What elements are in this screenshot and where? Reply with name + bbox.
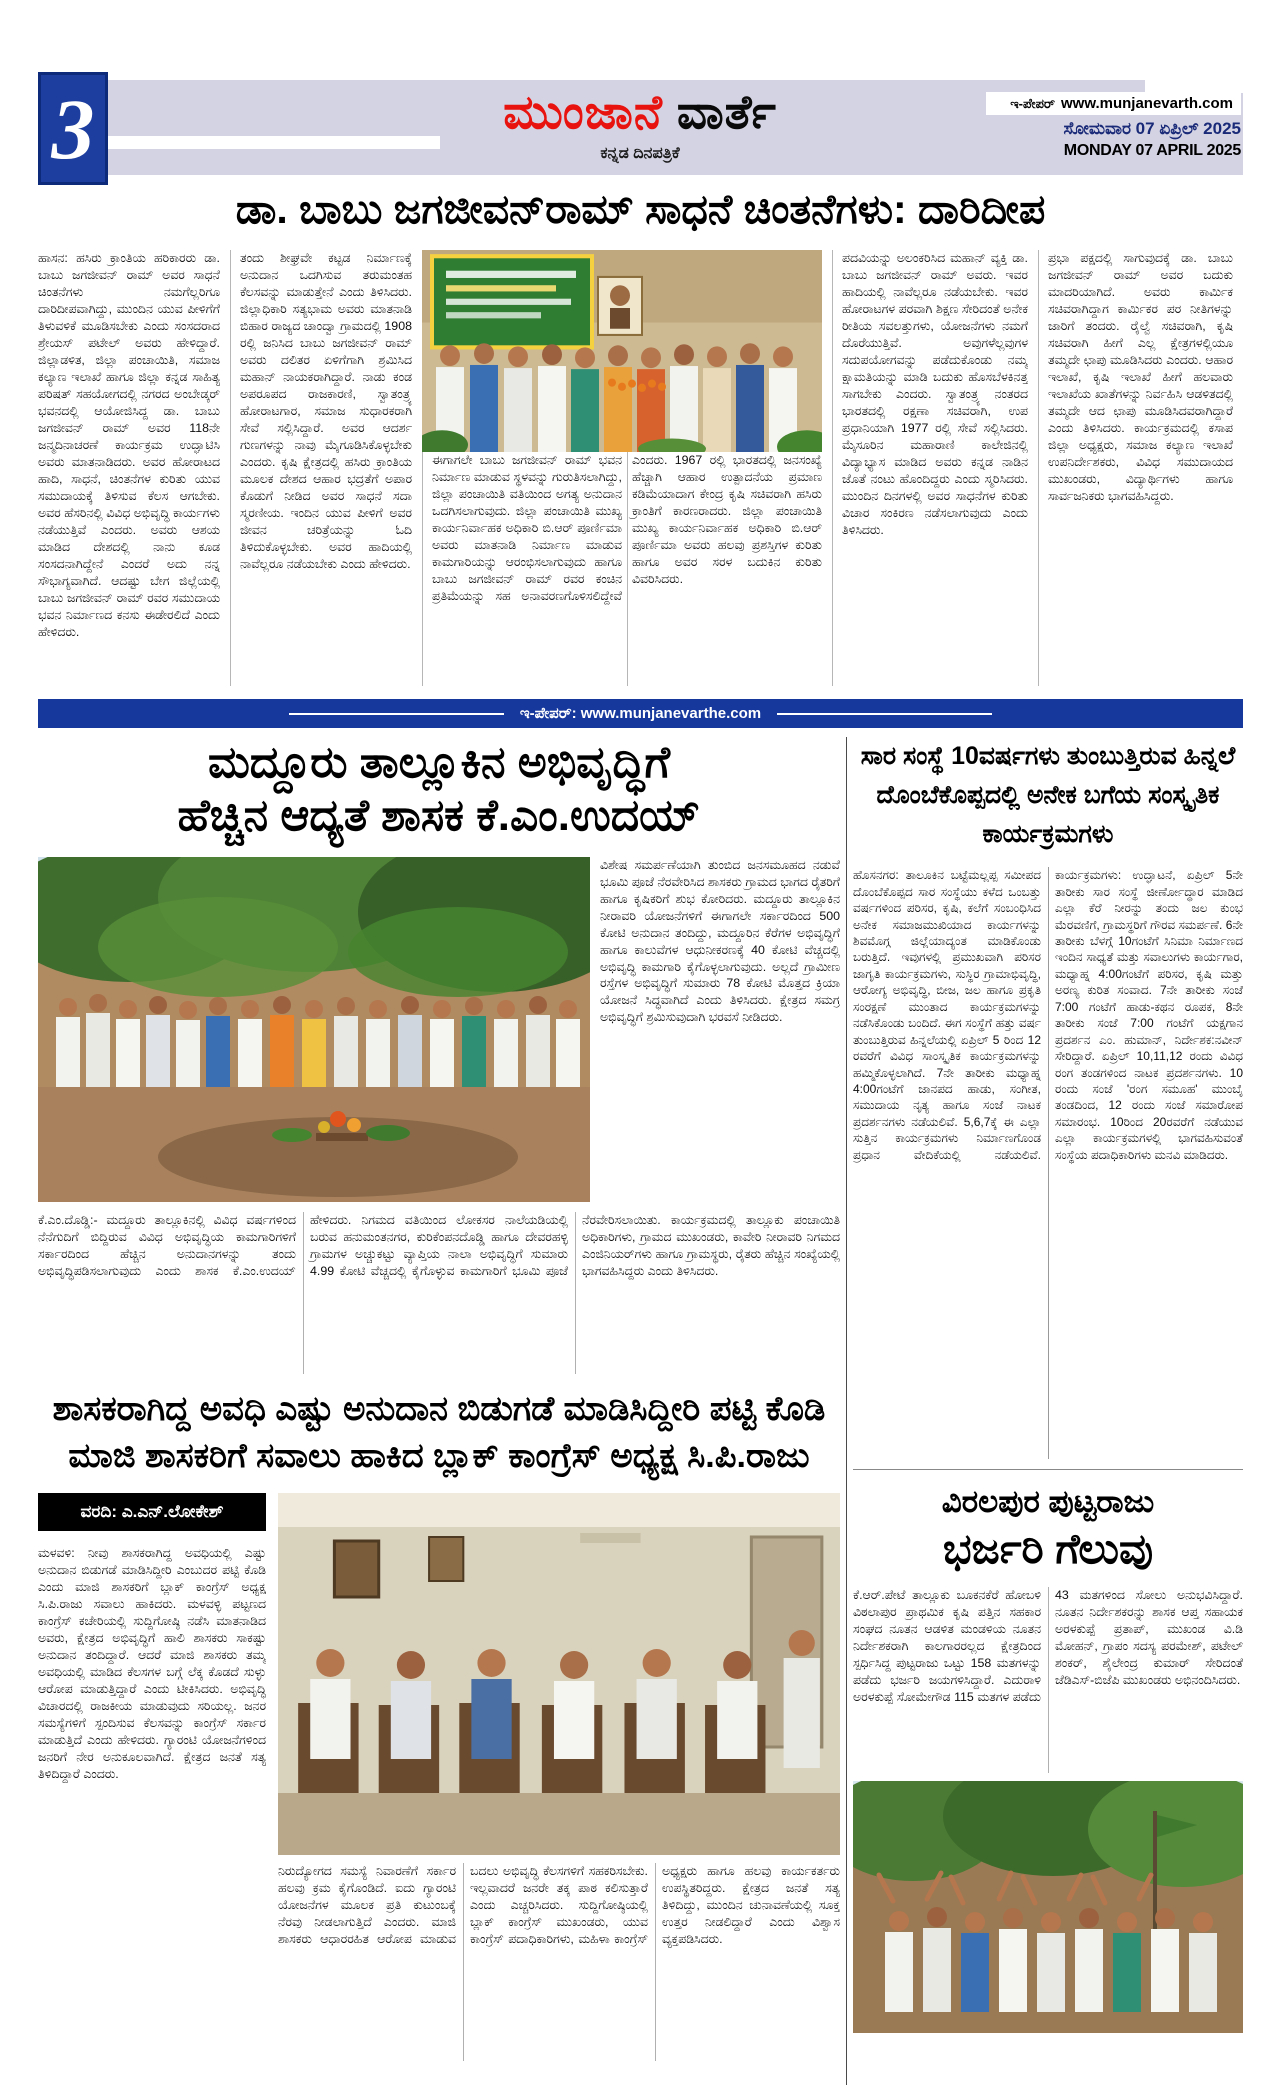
article3-photo-illustration xyxy=(278,1493,840,1855)
article4-headline-line1: ವಿರಲಪುರ ಪುಟ್ಟರಾಜು xyxy=(941,1484,1155,1520)
article4-photo xyxy=(853,1781,1243,2033)
article2-headline-line1: ಮದ್ದೂರು ತಾಲ್ಲೂಕಿನ ಅಭಿವೃದ್ಧಿಗೆ xyxy=(207,738,671,787)
article1-column-4: ಪದವಿಯನ್ನು ಅಲಂಕರಿಸಿದ ಮಹಾನ್ ವ್ಯಕ್ತಿ ಡಾ. ಬಾಬು ಜಗಜೀವನ್ ರಾಮ್ ಅವರು. ಇವರ ಹಾದಿಯಲ್ಲಿ ನಾವೆಲ್ಲರೂ ನಡೆಯಬೇಕು. ಇವರ ಹೋರಾಟಗಳ ಪರವಾಗಿ ಶಿಕ್ಷಣ ಸೇರಿದಂತೆ ಅನೇಕ ರೀತಿಯ ಸವಲತ್ತುಗಳು, ಯೋಜನೆಗಳು ನಮಗೆ ದೊರೆಯುತ್ತಿವೆ. ಅವುಗಳೆಲ್ಲವುಗಳ ಸದುಪಯೋಗವನ್ನು ಪಡೆದುಕೊಂಡು ನಮ್ಮ ಕ್ಷಾಮತಿಯನ್ನು ಮಾಡಿ ಬದುಕು ಹೊಸಬೆಳಕಿನತ್ತ ಸಾಗಬೇಕು ಎಂದರು. ಸ್ವಾತಂತ್ರ್ಯ ನಂತರದ ಭಾರತದಲ್ಲಿ ರಕ್ಷಣಾ ಸಚಿವರಾಗಿ, ಉಪ ಪ್ರಧಾನಿಯಾಗಿ 1977 ರಲ್ಲಿ ಸೇವೆ ಸಲ್ಲಿಸಿದರು. ಮೈಸೂರಿನ ಮಹಾರಾಣಿ ಕಾಲೇಜಿನಲ್ಲಿ ವಿದ್ಯಾಭ್ಯಾಸ ಮಾಡಿದ ಅವರು ಕನ್ನಡ ನಾಡಿನ ಜೊತೆ ನಂಟು ಹೊಂದಿದ್ದರು ಎಂದು ಸ್ಮರಿಸಿದರು. ಮುಂದಿನ ದಿನಗಳಲ್ಲಿ ಅವರ ಸಾಧನೆಗಳ ಕುರಿತು ವಿಚಾರ ಸಂಕಿರಣ ನಡೆಸಲಾಗುವುದು ಎಂದು ತಿಳಿಸಿದರು. xyxy=(832,250,1028,686)
date-english: MONDAY 07 APRIL 2025 xyxy=(1063,142,1241,159)
article4-columns: ಕೆ.ಆರ್.ಪೇಟೆ ತಾಲ್ಲೂಕು ಬೂಕನಕೆರೆ ಹೋಬಳಿ ವಿಠಲಾಪುರ ಪ್ರಾಥಮಿಕ ಕೃಷಿ ಪತ್ತಿನ ಸಹಕಾರ ಸಂಘದ ನೂತನ ಆಡಳಿತ ಮಂಡಳಿಯ ನೂತನ ನಿರ್ದೇಶಕರಾಗಿ ಕಾಲಗಾರರಲ್ಲದ ಕ್ಷೇತ್ರದಿಂದ ಸ್ಪರ್ಧಿಸಿದ್ದ ಪುಟ್ಟರಾಜು ಒಟ್ಟು 158 ಮತಗಳನ್ನು ಪಡೆದು ಭರ್ಜರಿ ಜಯಗಳಿಸಿದ್ದಾರೆ. ಎದುರಾಳಿ ಅರಳಕುಪ್ಪೆ ಸೋಮೇಗೌಡ 115 ಮತಗಳ ಪಡೆದು 43 ಮತಗಳಿಂದ ಸೋಲು ಅನುಭವಿಸಿದ್ದಾರೆ. ನೂತನ ನಿರ್ದೇಶಕರನ್ನು ಶಾಸಕ ಆಪ್ತ ಸಹಾಯಕ ಅರಳಕುಪ್ಪೆ ಪ್ರತಾಪ್, ಮುಖಂಡ ವಿ.ಡಿ ಮೋಹನ್, ಗ್ರಾಪಂ ಸದಸ್ಯ ಪರಮೇಶ್, ಪಟೇಲ್ ಶಂಕರ್, ಶೈಲೇಂದ್ರ ಕುಮಾರ್ ಸೇರಿದಂತೆ ಜೆಡಿಎಸ್-ಬಿಜೆಪಿ ಮುಖಂಡರು ಅಭಿನಂದಿಸಿದರು. xyxy=(853,1588,1243,1704)
article3-left-column xyxy=(38,1493,266,2061)
lower-section xyxy=(38,737,1243,2085)
lower-right-region xyxy=(853,737,1243,2085)
article3-headline-line1: ಶಾಸಕರಾಗಿದ್ದ ಅವಧಿ ಎಷ್ಟು ಅನುದಾನ ಬಿಡುಗಡೆ ಮಾಡಿಸಿದ್ದೀರಿ ಪಟ್ಟಿ ಕೊಡಿ xyxy=(52,1389,826,1428)
article3-headline-line2: ಮಾಜಿ ಶಾಸಕರಿಗೆ ಸವಾಲು ಹಾಕಿದ ಬ್ಲಾಕ್ ಕಾಂಗ್ರೆಸ್ ಅಧ್ಯಕ್ಷ ಸಿ.ಪಿ.ರಾಜು xyxy=(68,1437,810,1476)
article3 xyxy=(38,1386,840,2061)
article3-body-row xyxy=(38,1493,840,2061)
article3-headline xyxy=(38,1386,840,1481)
article1-headline: ಡಾ. ಬಾಬು ಜಗಜೀವನ್‌ರಾಮ್ ಸಾಧನೆ ಚಿಂತನೆಗಳು: ದಾರಿದೀಪ xyxy=(235,186,1046,232)
article5-headline: ಸಾರ ಸಂಸ್ಥೆ 10ವರ್ಷಗಳು ತುಂಬುತ್ತಿರುವ ಹಿನ್ನಲೆ ದೊಂಬೆಕೊಪ್ಪದಲ್ಲಿ ಅನೇಕ ಬಗೆಯ ಸಂಸ್ಕೃತಿಕ ಕಾರ್ಯಕ್ರಮಗಳು xyxy=(860,742,1236,848)
article2-photo xyxy=(38,857,590,1202)
masthead-title-main: ಮುಂಜಾನೆ xyxy=(503,85,663,138)
masthead xyxy=(360,84,920,163)
masthead-tagline: ಕನ್ನಡ ದಿನಪತ್ರಿಕೆ xyxy=(600,145,680,162)
article4-headline-line2: ಭರ್ಜರಿ ಗೆಲುವು xyxy=(942,1524,1154,1572)
website-url: www.munjanevarth.com xyxy=(1061,95,1233,112)
epaper-label: ಇ-ಪೇಪರ್ xyxy=(1010,96,1056,111)
article5 xyxy=(853,737,1243,1459)
article1-column-5: ಪ್ರಭಾ ಪಕ್ಷದಲ್ಲಿ ಸಾಗುವುದಕ್ಕೆ ಡಾ. ಬಾಬು ಜಗಜೀವನ್ ರಾಮ್ ಅವರ ಬದುಕು ಮಾದರಿಯಾಗಿದೆ. ಅವರು ಕಾರ್ಮಿಕ ಸಚಿವರಾಗಿದ್ದಾಗ ಕಾರ್ಮಿಕರ ಪರ ನೀತಿಗಳನ್ನು ಜಾರಿಗೆ ತಂದರು. ರೈಲ್ವೆ ಸಚಿವರಾಗಿ, ಕೃಷಿ ಸಚಿವರಾಗಿ ಹೀಗೆ ಎಲ್ಲ ಕ್ಷೇತ್ರಗಳಲ್ಲಿಯೂ ತಮ್ಮದೇ ಛಾಪು ಮೂಡಿಸಿದರು ಎಂದರು. ಆಹಾರ ಇಲಾಖೆ, ಕೃಷಿ ಇಲಾಖೆ ಹೀಗೆ ಹಲವಾರು ಇಲಾಖೆಯ ಖಾತೆಗಳನ್ನು ನಿರ್ವಹಿಸಿ ಆಡಳಿತದಲ್ಲಿ ತಮ್ಮದೇ ಆದ ಛಾಪು ಮೂಡಿಸಿದವರಾಗಿದ್ದಾರೆ ಎಂದು ತಿಳಿಸಿದರು. ಕಾರ್ಯಕ್ರಮದಲ್ಲಿ ಕಸಾಪ ಜಿಲ್ಲಾ ಅಧ್ಯಕ್ಷರು, ಸಮಾಜ ಕಲ್ಯಾಣ ಇಲಾಖೆ ಉಪನಿರ್ದೇಶಕರು, ವಿವಿಧ ಸಮುದಾಯದ ಮುಖಂಡರು, ವಿದ್ಯಾರ್ಥಿಗಳು ಹಾಗೂ ಸಾರ್ವಜನಿಕರು ಭಾಗವಹಿಸಿದ್ದರು. xyxy=(1038,250,1233,686)
article4-headline xyxy=(853,1482,1243,1575)
article3-byline: ವರದಿ: ಎ.ಎನ್.ಲೋಕೇಶ್ xyxy=(38,1493,266,1531)
article3-left-text: ಮಳವಳಿ: ನೀವು ಶಾಸಕರಾಗಿದ್ದ ಅವಧಿಯಲ್ಲಿ ಎಷ್ಟು ಅನುದಾನ ಬಿಡುಗಡೆ ಮಾಡಿಸಿದ್ದೀರಿ ಎಂಬುದರ ಪಟ್ಟಿ ಕೊಡಿ ಎಂದು ಮಾಜಿ ಶಾಸಕರಿಗೆ ಬ್ಲಾಕ್ ಕಾಂಗ್ರೆಸ್ ಅಧ್ಯಕ್ಷ ಸಿ.ಪಿ.ರಾಜು ಸವಾಲು ಹಾಕಿದರು. ಮಳವಳ್ಳಿ ಪಟ್ಟಣದ ಕಾಂಗ್ರೆಸ್ ಕಚೇರಿಯಲ್ಲಿ ಸುದ್ದಿಗೋಷ್ಠಿ ನಡೆಸಿ ಮಾತನಾಡಿದ ಅವರು, ಕ್ಷೇತ್ರದ ಅಭಿವೃದ್ಧಿಗೆ ಹಾಲಿ ಶಾಸಕರು ಸಾಕಷ್ಟು ಅನುದಾನ ತಂದಿದ್ದಾರೆ. ಆದರೆ ಮಾಜಿ ಶಾಸಕರು ತಮ್ಮ ಅವಧಿಯಲ್ಲಿ ಮಾಡಿದ ಕೆಲಸಗಳ ಬಗ್ಗೆ ಲೆಕ್ಕ ಕೊಡದೆ ಸುಳ್ಳು ಆರೋಪ ಮಾಡುತ್ತಿದ್ದಾರೆ ಎಂದು ಟೀಕಿಸಿದರು. ಅಭಿವೃದ್ಧಿ ವಿಚಾರದಲ್ಲಿ ರಾಜಕೀಯ ಮಾಡುವುದು ಸರಿಯಲ್ಲ. ಜನರ ಸಮಸ್ಯೆಗಳಿಗೆ ಸ್ಪಂದಿಸುವ ಕೆಲಸವನ್ನು ಕಾಂಗ್ರೆಸ್ ಸರ್ಕಾರ ಮಾಡುತ್ತಿದೆ ಎಂದು ಹೇಳಿದರು. ಗ್ಯಾರಂಟಿ ಯೋಜನೆಗಳಿಂದ ಜನರಿಗೆ ನೇರ ಅನುಕೂಲವಾಗಿದೆ. ಕ್ಷೇತ್ರದ ಜನತೆ ಸತ್ಯ ತಿಳಿದಿದ್ದಾರೆ ಎಂದರು. xyxy=(38,1545,266,1781)
masthead-title xyxy=(360,84,920,141)
article2 xyxy=(38,737,840,1374)
article2-headline-line2: ಹೆಚ್ಚಿನ ಆದ್ಯತೆ ಶಾಸಕ ಕೆ.ಎಂ.ಉದಯ್ xyxy=(177,790,701,840)
article3-photo xyxy=(278,1493,840,1855)
vertical-rule xyxy=(846,737,847,2085)
epaper-strip xyxy=(986,92,1241,115)
page-number: 3 xyxy=(51,80,95,177)
article3-right-column xyxy=(278,1493,840,2061)
article1-photo-illustration xyxy=(422,250,822,452)
article4-photo-illustration xyxy=(853,1781,1243,2033)
date-kannada: ಸೋಮವಾರ 07 ಏಪ್ರಿಲ್ 2025 xyxy=(1063,119,1241,138)
article3-bottom-columns: ನಿರುದ್ಯೋಗದ ಸಮಸ್ಯೆ ನಿವಾರಣೆಗೆ ಸರ್ಕಾರ ಹಲವು ಕ್ರಮ ಕೈಗೊಂಡಿದೆ. ಐದು ಗ್ಯಾರಂಟಿ ಯೋಜನೆಗಳ ಮೂಲಕ ಪ್ರತಿ ಕುಟುಂಬಕ್ಕೆ ನೆರವು ನೀಡಲಾಗುತ್ತಿದೆ ಎಂದರು. ಮಾಜಿ ಶಾಸಕರು ಆಧಾರರಹಿತ ಆರೋಪ ಮಾಡುವ ಬದಲು ಅಭಿವೃದ್ಧಿ ಕೆಲಸಗಳಿಗೆ ಸಹಕರಿಸಬೇಕು. ಇಲ್ಲವಾದರೆ ಜನರೇ ತಕ್ಕ ಪಾಠ ಕಲಿಸುತ್ತಾರೆ ಎಂದು ಎಚ್ಚರಿಸಿದರು. ಸುದ್ದಿಗೋಷ್ಠಿಯಲ್ಲಿ ಬ್ಲಾಕ್ ಕಾಂಗ್ರೆಸ್ ಮುಖಂಡರು, ಯುವ ಕಾಂಗ್ರೆಸ್ ಪದಾಧಿಕಾರಿಗಳು, ಮಹಿಳಾ ಕಾಂಗ್ರೆಸ್ ಅಧ್ಯಕ್ಷರು ಹಾಗೂ ಹಲವು ಕಾರ್ಯಕರ್ತರು ಉಪಸ್ಥಿತರಿದ್ದರು. ಕ್ಷೇತ್ರದ ಜನತೆ ಸತ್ಯ ತಿಳಿದಿದ್ದು, ಮುಂದಿನ ಚುನಾವಣೆಯಲ್ಲಿ ಸೂಕ್ತ ಉತ್ತರ ನೀಡಲಿದ್ದಾರೆ ಎಂದು ವಿಶ್ವಾಸ ವ್ಯಕ್ತಪಡಿಸಿದರು. xyxy=(278,1863,840,1946)
article1-mid-columns: ಈಗಾಗಲೇ ಬಾಬು ಜಗಜೀವನ್ ರಾಮ್ ಭವನ ನಿರ್ಮಾಣ ಮಾಡುವ ಸ್ಥಳವನ್ನು ಗುರುತಿಸಲಾಗಿದ್ದು, ಜಿಲ್ಲಾ ಪಂಚಾಯಿತಿ ವತಿಯಿಂದ ಅಗತ್ಯ ಅನುದಾನ ಒದಗಿಸಲಾಗುವುದು. ಜಿಲ್ಲಾ ಪಂಚಾಯಿತಿ ಮುಖ್ಯ ಕಾರ್ಯನಿರ್ವಾಹಕ ಅಧಿಕಾರಿ ಬಿ.ಆರ್ ಪೂರ್ಣಿಮಾ ಅವರು ಮಾತನಾಡಿ ನಿರ್ಮಾಣ ಮಾಡುವ ಕಾಮಗಾರಿಯನ್ನು ಆರಂಭಿಸಲಾಗುವುದು ಹಾಗೂ ಬಾಬು ಜಗಜೀವನ್ ರಾಮ್ ರವರ ಕಂಚಿನ ಪ್ರತಿಮೆಯನ್ನು ಸಹ ಅನಾವರಣಗೊಳಿಸಲಿದ್ದೇವೆ ಎಂದರು. 1967 ರಲ್ಲಿ ಭಾರತದಲ್ಲಿ ಜನಸಂಖ್ಯೆ ಹೆಚ್ಚಾಗಿ ಆಹಾರ ಉತ್ಪಾದನೆಯ ಪ್ರಮಾಣ ಕಡಿಮೆಯಾದಾಗ ಕೇಂದ್ರ ಕೃಷಿ ಸಚಿವರಾಗಿ ಹಸಿರು ಕ್ರಾಂತಿಗೆ ಕಾರಣರಾದರು. ಜಿಲ್ಲಾ ಪಂಚಾಯಿತಿ ಮುಖ್ಯ ಕಾರ್ಯನಿರ್ವಾಹಕ ಅಧಿಕಾರಿ ಬಿ.ಆರ್ ಪೂರ್ಣಿಮಾ ಅವರು ಹಲವು ಪ್ರಶಸ್ತಿಗಳ ಕುರಿತು ಹಾಗೂ ಅವರ ಸರಳ ಬದುಕಿನ ಕುರಿತು ವಿವರಿಸಿದರು. xyxy=(422,452,822,686)
article2-photo-row xyxy=(38,857,840,1202)
article2-side-column: ವಿಶೇಷ ಸಮರ್ಪಣೆಯಾಗಿ ತುಂಬಿದ ಜನಸಮೂಹದ ನಡುವೆ ಭೂಮಿ ಪೂಜೆ ನೆರವೇರಿಸಿದ ಶಾಸಕರು ಗ್ರಾಮದ ಭಾಗದ ರೈತರಿಗೆ ಹಾಗೂ ಕೃಷಿಕರಿಗೆ ಶುಭ ಕೋರಿದರು. ಮದ್ದೂರು ತಾಲ್ಲೂಕಿನ ನೀರಾವರಿ ಯೋಜನೆಗಳಿಗೆ ಈಗಾಗಲೇ ಸರ್ಕಾರದಿಂದ 500 ಕೋಟಿ ಅನುದಾನ ತಂದಿದ್ದು, ಮದ್ದೂರಿನ ಕೆರೆಗಳ ಅಭಿವೃದ್ಧಿಗೆ ಹಾಗೂ ಕಾಲುವೆಗಳ ಆಧುನೀಕರಣಕ್ಕೆ 40 ಕೋಟಿ ವೆಚ್ಚದಲ್ಲಿ ಅಭಿವೃದ್ಧಿ ಕಾಮಗಾರಿ ಕೈಗೊಳ್ಳಲಾಗುವುದು. ಅಲ್ಲದೆ ಗ್ರಾಮೀಣ ರಸ್ತೆಗಳ ಅಭಿವೃದ್ಧಿಗೆ ಸುಮಾರು 78 ಕೋಟಿ ಮೊತ್ತದ ಕ್ರಿಯಾ ಯೋಜನೆ ಸಿದ್ಧವಾಗಿದೆ ಎಂದು ತಿಳಿಸಿದರು. ಕ್ಷೇತ್ರದ ಸಮಗ್ರ ಅಭಿವೃದ್ಧಿಗೆ ಶ್ರಮಿಸುವುದಾಗಿ ಭರವಸೆ ನೀಡಿದರು. xyxy=(600,857,840,1025)
lower-left-region xyxy=(38,737,840,2085)
masthead-title-secondary: ವಾರ್ತೆ xyxy=(676,85,777,138)
divider-line-right xyxy=(777,713,992,715)
article5-columns: ಹೊಸನಗರ: ತಾಲೂಕಿನ ಬಟ್ಟೆಮಲ್ಲಪ್ಪ ಸಮೀಪದ ದೊಂಬೆಕೊಪ್ಪದ ಸಾರ ಸಂಸ್ಥೆಯು ಕಳೆದ ಒಂಬತ್ತು ವರ್ಷಗಳಿಂದ ಪರಿಸರ, ಕೃಷಿ, ಕಲೆಗೆ ಸಂಬಂಧಿಸಿದ ಅನೇಕ ಸಮಾಜಮುಖಿಯಾದ ಕಾರ್ಯಗಳನ್ನು ಶಿವಮೊಗ್ಗ ಜಿಲ್ಲೆಯಾದ್ಯಂತ ಮಾಡಿಕೊಂಡು ಬರುತ್ತಿದೆ. ಇವುಗಳಲ್ಲಿ ಪ್ರಮುಖವಾಗಿ ಪರಿಸರ ಜಾಗೃತಿ ಕಾರ್ಯಕ್ರಮಗಳು, ಸುಸ್ಥಿರ ಗ್ರಾಮಾಭಿವೃದ್ಧಿ, ಆರೋಗ್ಯ ಅಭಿವೃದ್ಧಿ, ಬೀಜ, ಜಲ ಹಾಗೂ ಪ್ರಕೃತಿ ಸಂರಕ್ಷಣೆ ಮುಂತಾದ ಕಾರ್ಯಕ್ರಮಗಳನ್ನು ನಡೆಸಿಕೊಂಡು ಬಂದಿದೆ. ಈಗ ಸಂಸ್ಥೆಗೆ ಹತ್ತು ವರ್ಷ ತುಂಬುತ್ತಿರುವ ಹಿನ್ನಲೆಯಲ್ಲಿ ಏಪ್ರಿಲ್ 5 ರಿಂದ 12 ರವರೆಗೆ ವಿವಿಧ ಸಾಂಸ್ಕೃತಿಕ ಕಾರ್ಯಕ್ರಮಗಳನ್ನು ಹಮ್ಮಿಕೊಳ್ಳಲಾಗಿದೆ. 7ನೇ ತಾರೀಕು ಮಧ್ಯಾಹ್ನ 4:00ಗಂಟೆಗೆ ಜಾನಪದ ಹಾಡು, ಸಂಗೀತ, ಸಮುದಾಯ ನೃತ್ಯ ಹಾಗೂ ಸಂಜೆ ನಾಟಕ ಪ್ರದರ್ಶನಗಳು ನಡೆಯಲಿವೆ. 5,6,7ಕ್ಕೆ ಈ ಎಲ್ಲಾ ಸುತ್ತಿನ ಕಾರ್ಯಕ್ರಮಗಳು ನಿರ್ಮಾಣಗೊಂಡ ಪ್ರಧಾನ ವೇದಿಕೆಯಲ್ಲಿ ನಡೆಯಲಿವೆ. ಕಾರ್ಯಕ್ರಮಗಳು: ಉದ್ಘಾಟನೆ, ಏಪ್ರಿಲ್ 5ನೇ ತಾರೀಕು ಸಾರ ಸಂಸ್ಥೆ ಜೀರ್ಣೋದ್ಧಾರ ಮಾಡಿದ ಎಲ್ಲಾ ಕೆರೆ ನೀರನ್ನು ತಂದು ಜಲ ಕುಂಭ ಮೆರವಣಿಗೆ, ಗ್ರಾಮಸ್ಥರಿಗೆ ಗೌರವ ಸಮರ್ಪಣೆ. 6ನೇ ತಾರೀಕು ಬೆಳಗ್ಗೆ 10ಗಂಟೆಗೆ ಸಿನಿಮಾ ನಿರ್ಮಾಣದ ಇಂದಿನ ಸಾಧ್ಯತೆ ಮತ್ತು ಸವಾಲುಗಳು ಕಾರ್ಯಗಾರ, ಮಧ್ಯಾಹ್ನ 4:00ಗಂಟೆಗೆ ಪರಿಸರ, ಕೃಷಿ ಮತ್ತು ಅರಣ್ಯ ಕುರಿತ ಸಂವಾದ. 7ನೇ ತಾರೀಕು ಸಂಜೆ 7:00 ಗಂಟೆಗೆ ಹಾಡು-ಕಥನ ರೂಪಕ, 8ನೇ ತಾರೀಕು ಸಂಜೆ 7:00 ಗಂಟೆಗೆ ಯಕ್ಷಗಾನ ಪ್ರದರ್ಶನ ಎಂ. ಹುಮಾನ್, ನಿರ್ದೇಶಕ:ನವೀನ್ ಸೇರಿದ್ದಾರೆ. ಏಪ್ರಿಲ್ 10,11,12 ರಂದು ವಿವಿಧ ರಂಗ ತಂಡಗಳಿಂದ ನಾಟಕ ಪ್ರದರ್ಶನಗಳು. 10 ರಂದು ಸಂಜೆ 'ರಂಗ ಸಮೂಹ' ಮುಂಬೈ ತಂಡದಿಂದ, 12 ರಂದು ಸಂಜೆ ಸಮಾರೋಪ ಸಮಾರಂಭ. 10ರಿಂದ 20ರವರೆಗೆ ನಡೆಯುವ ಎಲ್ಲಾ ಕಾರ್ಯಕ್ರಮಗಳಲ್ಲಿ ಭಾಗವಹಿಸುವಂತೆ ಸಂಸ್ಥೆಯ ಪದಾಧಿಕಾರಿಗಳು ಮನವಿ ಮಾಡಿದರು. xyxy=(853,868,1243,1162)
epaper-divider-bar xyxy=(38,699,1243,728)
article1-column-2: ತಂದು ಶೀಘ್ರವೇ ಕಟ್ಟಡ ನಿರ್ಮಾಣಕ್ಕೆ ಅನುದಾನ ಒದಗಿಸುವ ತರುಮಂತಹ ಕೆಲಸವನ್ನು ಮಾಡುತ್ತೇನೆ ಎಂದು ತಿಳಿಸಿದರು. ಜಿಲ್ಲಾಧಿಕಾರಿ ಸತ್ಯಭಾಮ ಅವರು ಮಾತನಾಡಿ ಬಿಹಾರ ರಾಜ್ಯದ ಚಾಂದ್ವಾ ಗ್ರಾಮದಲ್ಲಿ 1908 ರಲ್ಲಿ ಜನಿಸಿದ ಬಾಬು ಜಗಜೀವನ್ ರಾಮ್ ಅವರು ದಲಿತರ ಏಳಿಗೆಗಾಗಿ ಶ್ರಮಿಸಿದ ಮಹಾನ್ ನಾಯಕರಾಗಿದ್ದಾರೆ. ನಾಡು ಕಂಡ ಅಪರೂಪದ ರಾಜಕಾರಣಿ, ಸ್ವಾತಂತ್ರ್ಯ ಹೋರಾಟಗಾರ, ಸಮಾಜ ಸುಧಾರಕರಾಗಿ ಸೇವೆ ಸಲ್ಲಿಸಿದ್ದಾರೆ. ಅವರ ಆದರ್ಶ ಗುಣಗಳನ್ನು ನಾವು ಮೈಗೂಡಿಸಿಕೊಳ್ಳಬೇಕು ಎಂದರು. ಕೃಷಿ ಕ್ಷೇತ್ರದಲ್ಲಿ ಹಸಿರು ಕ್ರಾಂತಿಯ ಮೂಲಕ ದೇಶದ ಆಹಾರ ಭದ್ರತೆಗೆ ಅಪಾರ ಕೊಡುಗೆ ನೀಡಿದ ಅವರ ಸಾಧನೆ ಸದಾ ಸ್ಮರಣೀಯ. ಇಂದಿನ ಯುವ ಪೀಳಿಗೆ ಅವರ ಜೀವನ ಚರಿತ್ರೆಯನ್ನು ಓದಿ ತಿಳಿದುಕೊಳ್ಳಬೇಕು. ಅವರ ಹಾದಿಯಲ್ಲಿ ನಾವೆಲ್ಲರೂ ನಡೆಯಬೇಕು ಎಂದು ಹೇಳಿದರು. xyxy=(230,250,412,686)
divider-text: ಇ-ಪೇಪರ್: www.munjanevarthe.com xyxy=(519,705,762,722)
article2-headline xyxy=(38,737,840,843)
divider-line-left xyxy=(289,713,504,715)
article1-photo xyxy=(422,250,822,452)
header-right-block xyxy=(911,92,1241,160)
article1-column-1: ಹಾಸನ: ಹಸಿರು ಕ್ರಾಂತಿಯ ಹರಿಕಾರರು ಡಾ. ಬಾಬು ಜಗಜೀವನ್ ರಾಮ್ ಅವರ ಸಾಧನೆ ಚಿಂತನೆಗಳು ನಮಗೆಲ್ಲರಿಗೂ ದಾರಿದೀಪವಾಗಿದ್ದು, ಮುಂದಿನ ಯುವ ಪೀಳಿಗೆಗೆ ತಿಳುವಳಿಕೆ ಮೂಡಿಸಬೇಕು ಎಂದು ಸಂಸದರಾದ ಶ್ರೇಯಸ್ ಪಟೇಲ್ ಅವರು ಹೇಳಿದ್ದಾರೆ. ಜಿಲ್ಲಾಡಳಿತ, ಜಿಲ್ಲಾ ಪಂಚಾಯಿತಿ, ಸಮಾಜ ಕಲ್ಯಾಣ ಇಲಾಖೆ ಹಾಗೂ ಜಿಲ್ಲಾ ಕನ್ನಡ ಸಾಹಿತ್ಯ ಪರಿಷತ್ ಸಹಯೋಗದಲ್ಲಿ ನಗರದ ಅಂಬೇಡ್ಕರ್ ಭವನದಲ್ಲಿ ಆಯೋಜಿಸಿದ್ದ ಡಾ. ಬಾಬು ಜಗಜೀವನ್ ರಾಮ್ ಅವರ 118ನೇ ಜನ್ಮದಿನಾಚರಣೆ ಕಾರ್ಯಕ್ರಮ ಉದ್ಘಾಟಿಸಿ ಅವರು ಮಾತನಾಡಿದರು. ಅವರ ಹೋರಾಟದ ಹಾದಿ, ಸಾಧನೆ, ಚಿಂತನೆಗಳ ಕುರಿತು ಯುವ ಸಮುದಾಯಕ್ಕೆ ತಿಳಿಸುವ ಕೆಲಸ ಆಗಬೇಕು. ಅವರ ಹೆಸರಿನಲ್ಲಿ ವಿವಿಧ ಅಭಿವೃದ್ಧಿ ಕಾರ್ಯಗಳು ನಡೆಯುತ್ತಿವೆ ಎಂದರು. ಅವರು ಆಶಯ ಮಾಡಿದ ದೇಶದಲ್ಲಿ ನಾನು ಕೂಡ ಸಂಸದನಾಗಿದ್ದೇನೆ ಎಂದರೆ ಅದು ನನ್ನ ಸೌಭಾಗ್ಯವಾಗಿದೆ. ಆದಷ್ಟು ಬೇಗ ಜಿಲ್ಲೆಯಲ್ಲಿ ಬಾಬು ಜಗಜೀವನ್ ರಾಮ್ ರವರ ಸಮುದಾಯ ಭವನ ನಿರ್ಮಾಣದ ಕನಸು ಈಡೇರಲಿದೆ ಎಂದು ಹೇಳಿದರು. xyxy=(38,251,220,639)
article2-photo-illustration xyxy=(38,857,590,1202)
article4 xyxy=(853,1469,1243,2033)
article1-body xyxy=(38,250,1243,696)
page-number-badge xyxy=(38,72,108,185)
article1-photo-frame xyxy=(422,250,822,452)
article2-bottom-columns: ಕೆ.ಎಂ.ದೊಡ್ಡಿ:- ಮದ್ದೂರು ತಾಲ್ಲೂಕಿನಲ್ಲಿ ವಿವಿಧ ವರ್ಷಗಳಿಂದ ನೆನೆಗುದಿಗೆ ಬಿದ್ದಿರುವ ವಿವಿಧ ಅಭಿವೃದ್ಧಿಯ ಕಾಮಗಾರಿಗಳಿಗೆ ಸರ್ಕಾರದಿಂದ ಹೆಚ್ಚಿನ ಅನುದಾನಗಳನ್ನು ತಂದು ಅಭಿವೃದ್ಧಿಪಡಿಸಲಾಗುವುದು ಎಂದು ಶಾಸಕ ಕೆ.ಎಂ.ಉದಯ್ ಹೇಳಿದರು. ನಿಗಮದ ವತಿಯಿಂದ ಲೋಕಸರ ನಾಲೆಯಡಿಯಲ್ಲಿ ಬರುವ ಹನುಮಂತನಗರ, ಕುರಿಕೆಂಪನದೊಡ್ಡಿ ಹಾಗೂ ದೇವರಹಳ್ಳಿ ಗ್ರಾಮಗಳ ಅಚ್ಚುಕಟ್ಟು ವ್ಯಾಪ್ತಿಯ ನಾಲಾ ಅಭಿವೃದ್ಧಿಗೆ ಸುಮಾರು 4.99 ಕೋಟಿ ವೆಚ್ಚದಲ್ಲಿ ಕೈಗೊಳ್ಳುವ ಕಾಮಗಾರಿಗೆ ಭೂಮಿ ಪೂಜೆ ನೆರವೇರಿಸಲಾಯಿತು. ಕಾರ್ಯಕ್ರಮದಲ್ಲಿ ತಾಲ್ಲೂಕು ಪಂಚಾಯಿತಿ ಅಧಿಕಾರಿಗಳು, ಗ್ರಾಮದ ಮುಖಂಡರು, ಕಾವೇರಿ ನೀರಾವರಿ ನಿಗಮದ ಎಂಜಿನಿಯರ್‌ಗಳು ಹಾಗೂ ಗ್ರಾಮಸ್ಥರು, ರೈತರು ಹೆಚ್ಚಿನ ಸಂಖ್ಯೆಯಲ್ಲಿ ಭಾಗವಹಿಸಿದ್ದರು ಎಂದು ತಿಳಿಸಿದರು. xyxy=(38,1212,840,1278)
